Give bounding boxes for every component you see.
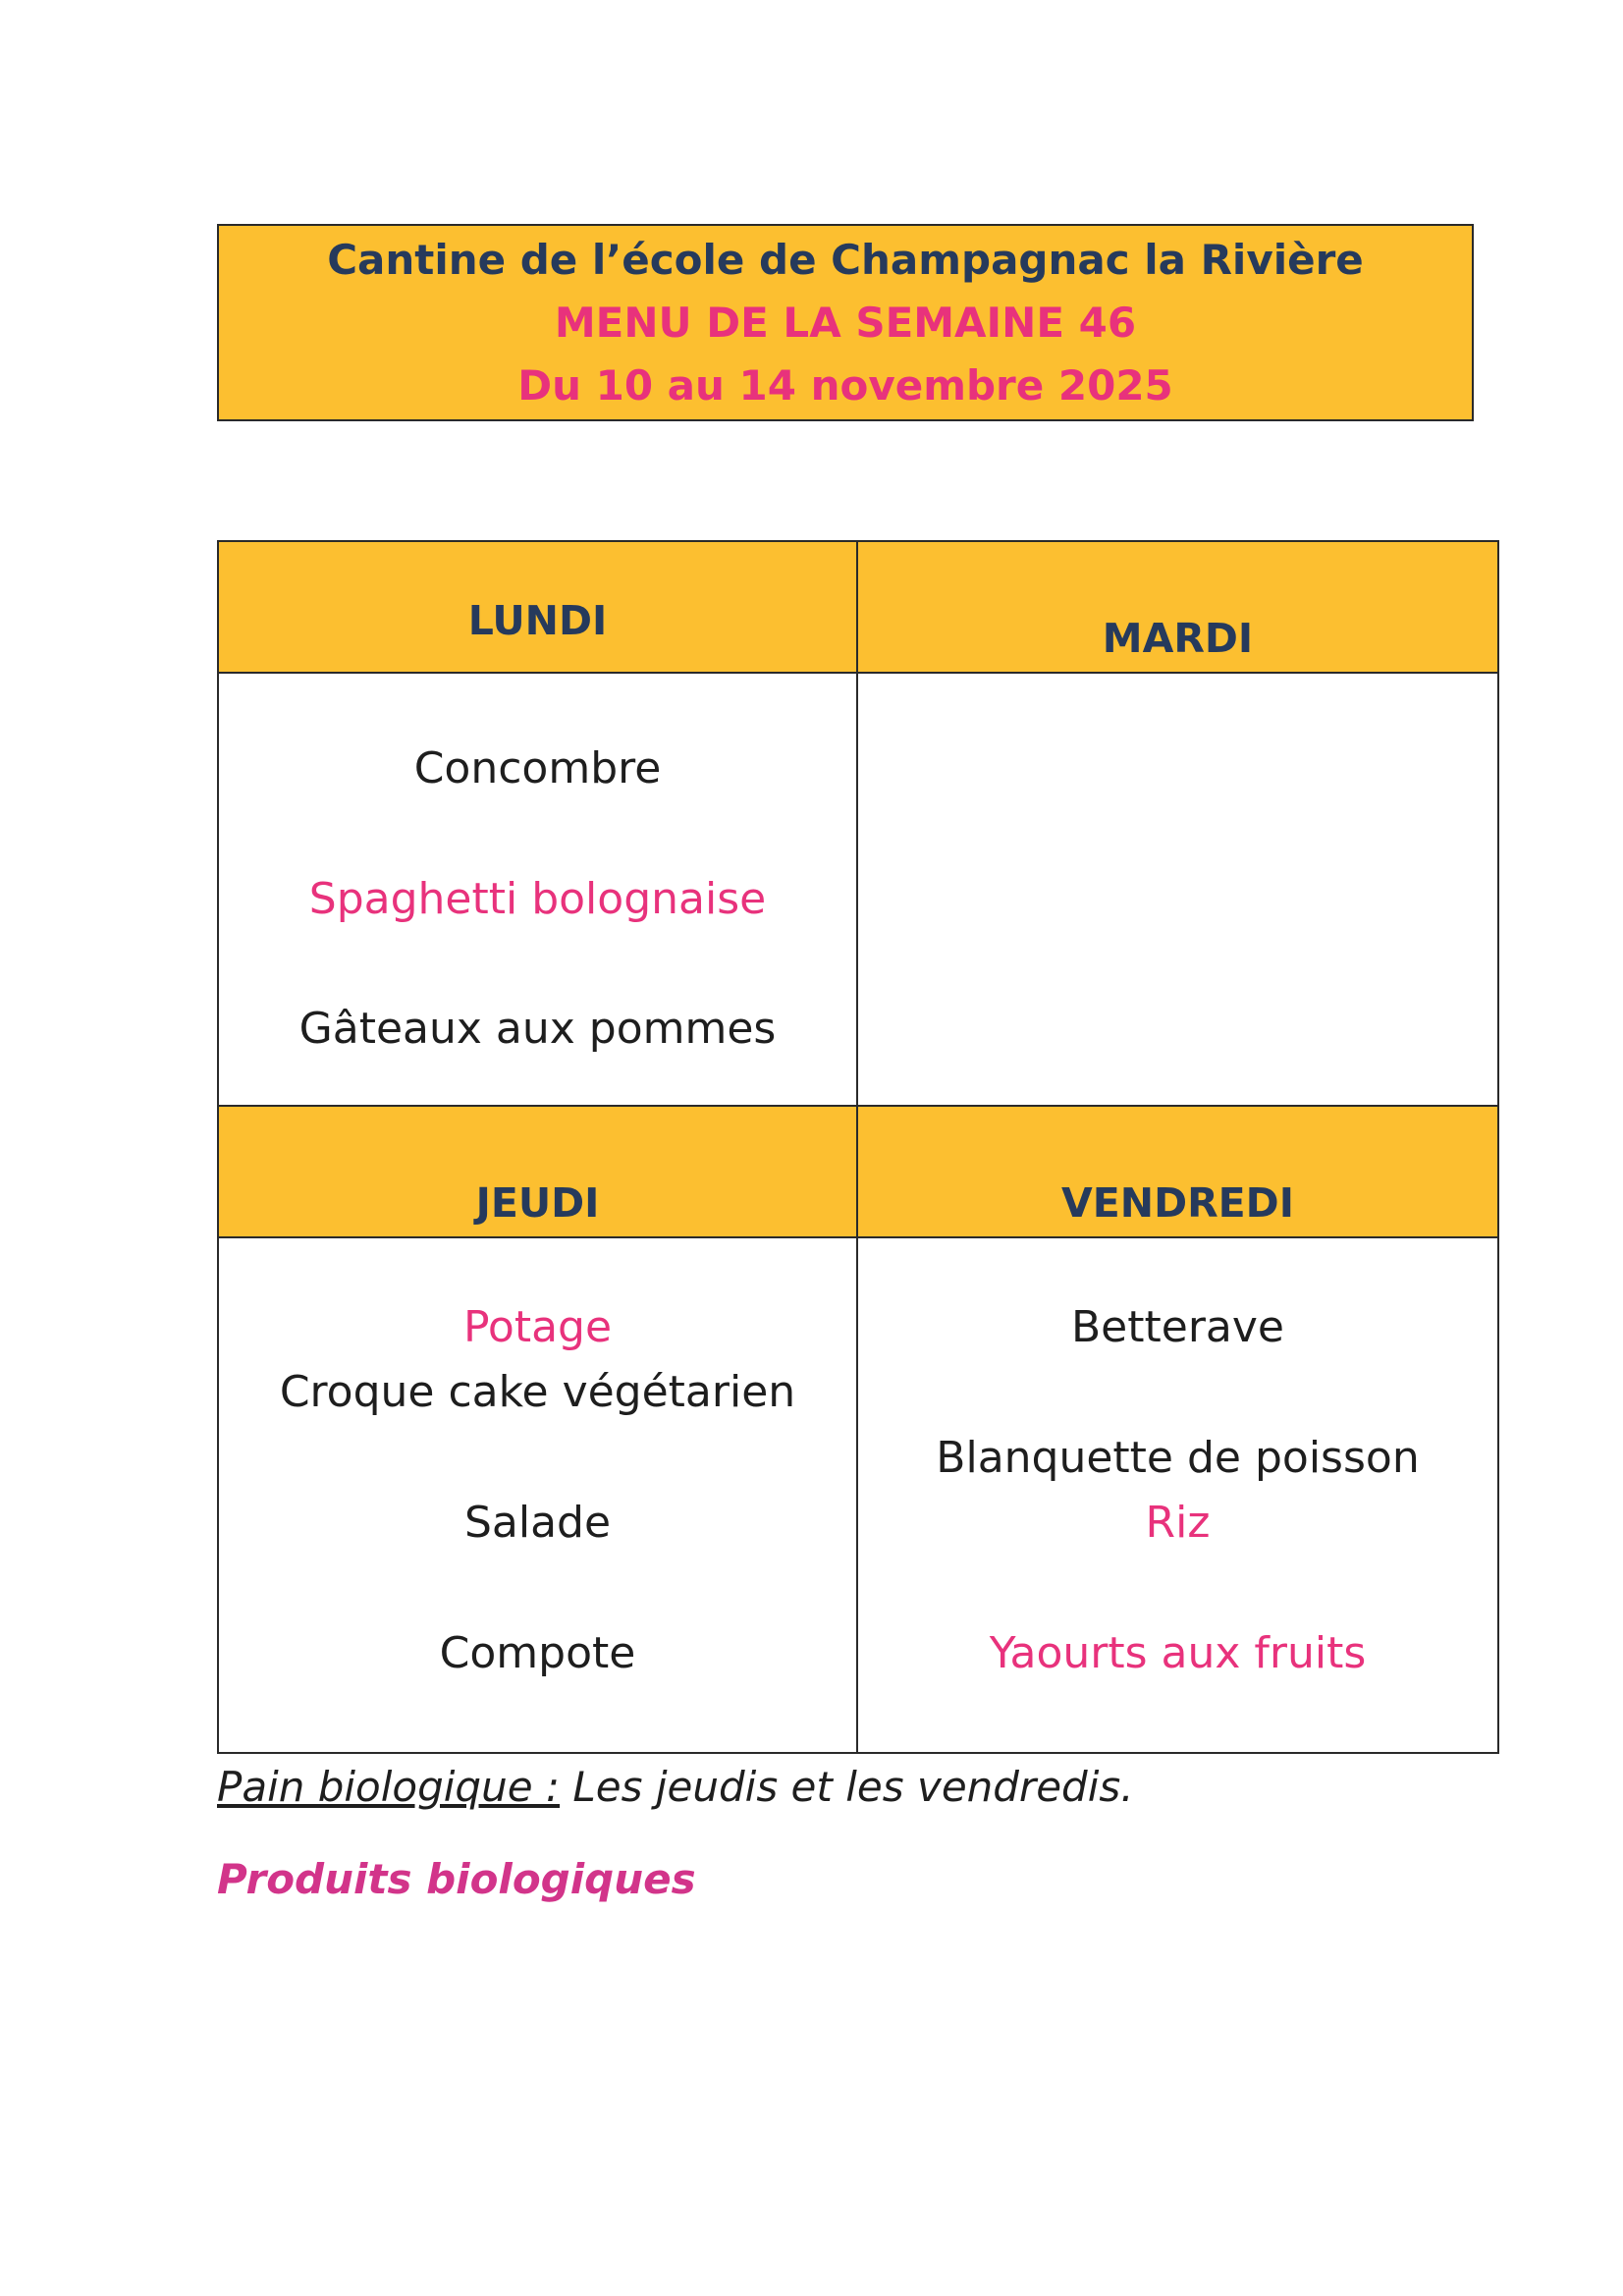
day-menu-lundi [219, 674, 858, 1107]
menu-item-organic: Spaghetti bolognaise [308, 874, 767, 924]
bread-note-text: Les jeudis et les vendredis. [560, 1763, 1134, 1811]
menu-item-organic: Riz [1145, 1498, 1211, 1548]
bread-note-label: Pain biologique : [217, 1763, 561, 1811]
menu-header-banner [217, 224, 1474, 421]
day-header-jeudi [219, 1107, 858, 1238]
day-name-mardi: MARDI [1102, 615, 1254, 662]
menu-item: Compote [439, 1628, 636, 1678]
menu-week-title: MENU DE LA SEMAINE 46 [554, 298, 1137, 347]
day-name-vendredi: VENDREDI [1061, 1179, 1294, 1227]
day-menu-jeudi [219, 1238, 858, 1752]
menu-item: Salade [463, 1498, 612, 1548]
menu-item: Concombre [413, 743, 662, 793]
day-header-vendredi [858, 1107, 1497, 1238]
day-menu-vendredi [858, 1238, 1497, 1752]
day-menu-mardi [858, 674, 1497, 1107]
weekly-menu-table [217, 540, 1499, 1754]
school-title: Cantine de l’école de Champagnac la Rivière [327, 235, 1364, 284]
menu-item: Blanquette de poisson [936, 1433, 1420, 1483]
menu-item: Gâteaux aux pommes [298, 1004, 777, 1054]
day-name-lundi: LUNDI [467, 597, 608, 644]
day-name-jeudi: JEUDI [475, 1179, 600, 1227]
menu-item-organic: Potage [462, 1302, 613, 1352]
organic-legend: Produits biologiques [217, 1855, 696, 1903]
menu-dates: Du 10 au 14 novembre 2025 [517, 360, 1173, 410]
day-header-mardi [858, 542, 1497, 674]
menu-item: Betterave [1071, 1302, 1284, 1352]
menu-item: Croque cake végétarien [279, 1367, 796, 1417]
bread-note [217, 1758, 1134, 1817]
menu-item-organic: Yaourts aux fruits [989, 1628, 1367, 1678]
day-header-lundi [219, 542, 858, 674]
